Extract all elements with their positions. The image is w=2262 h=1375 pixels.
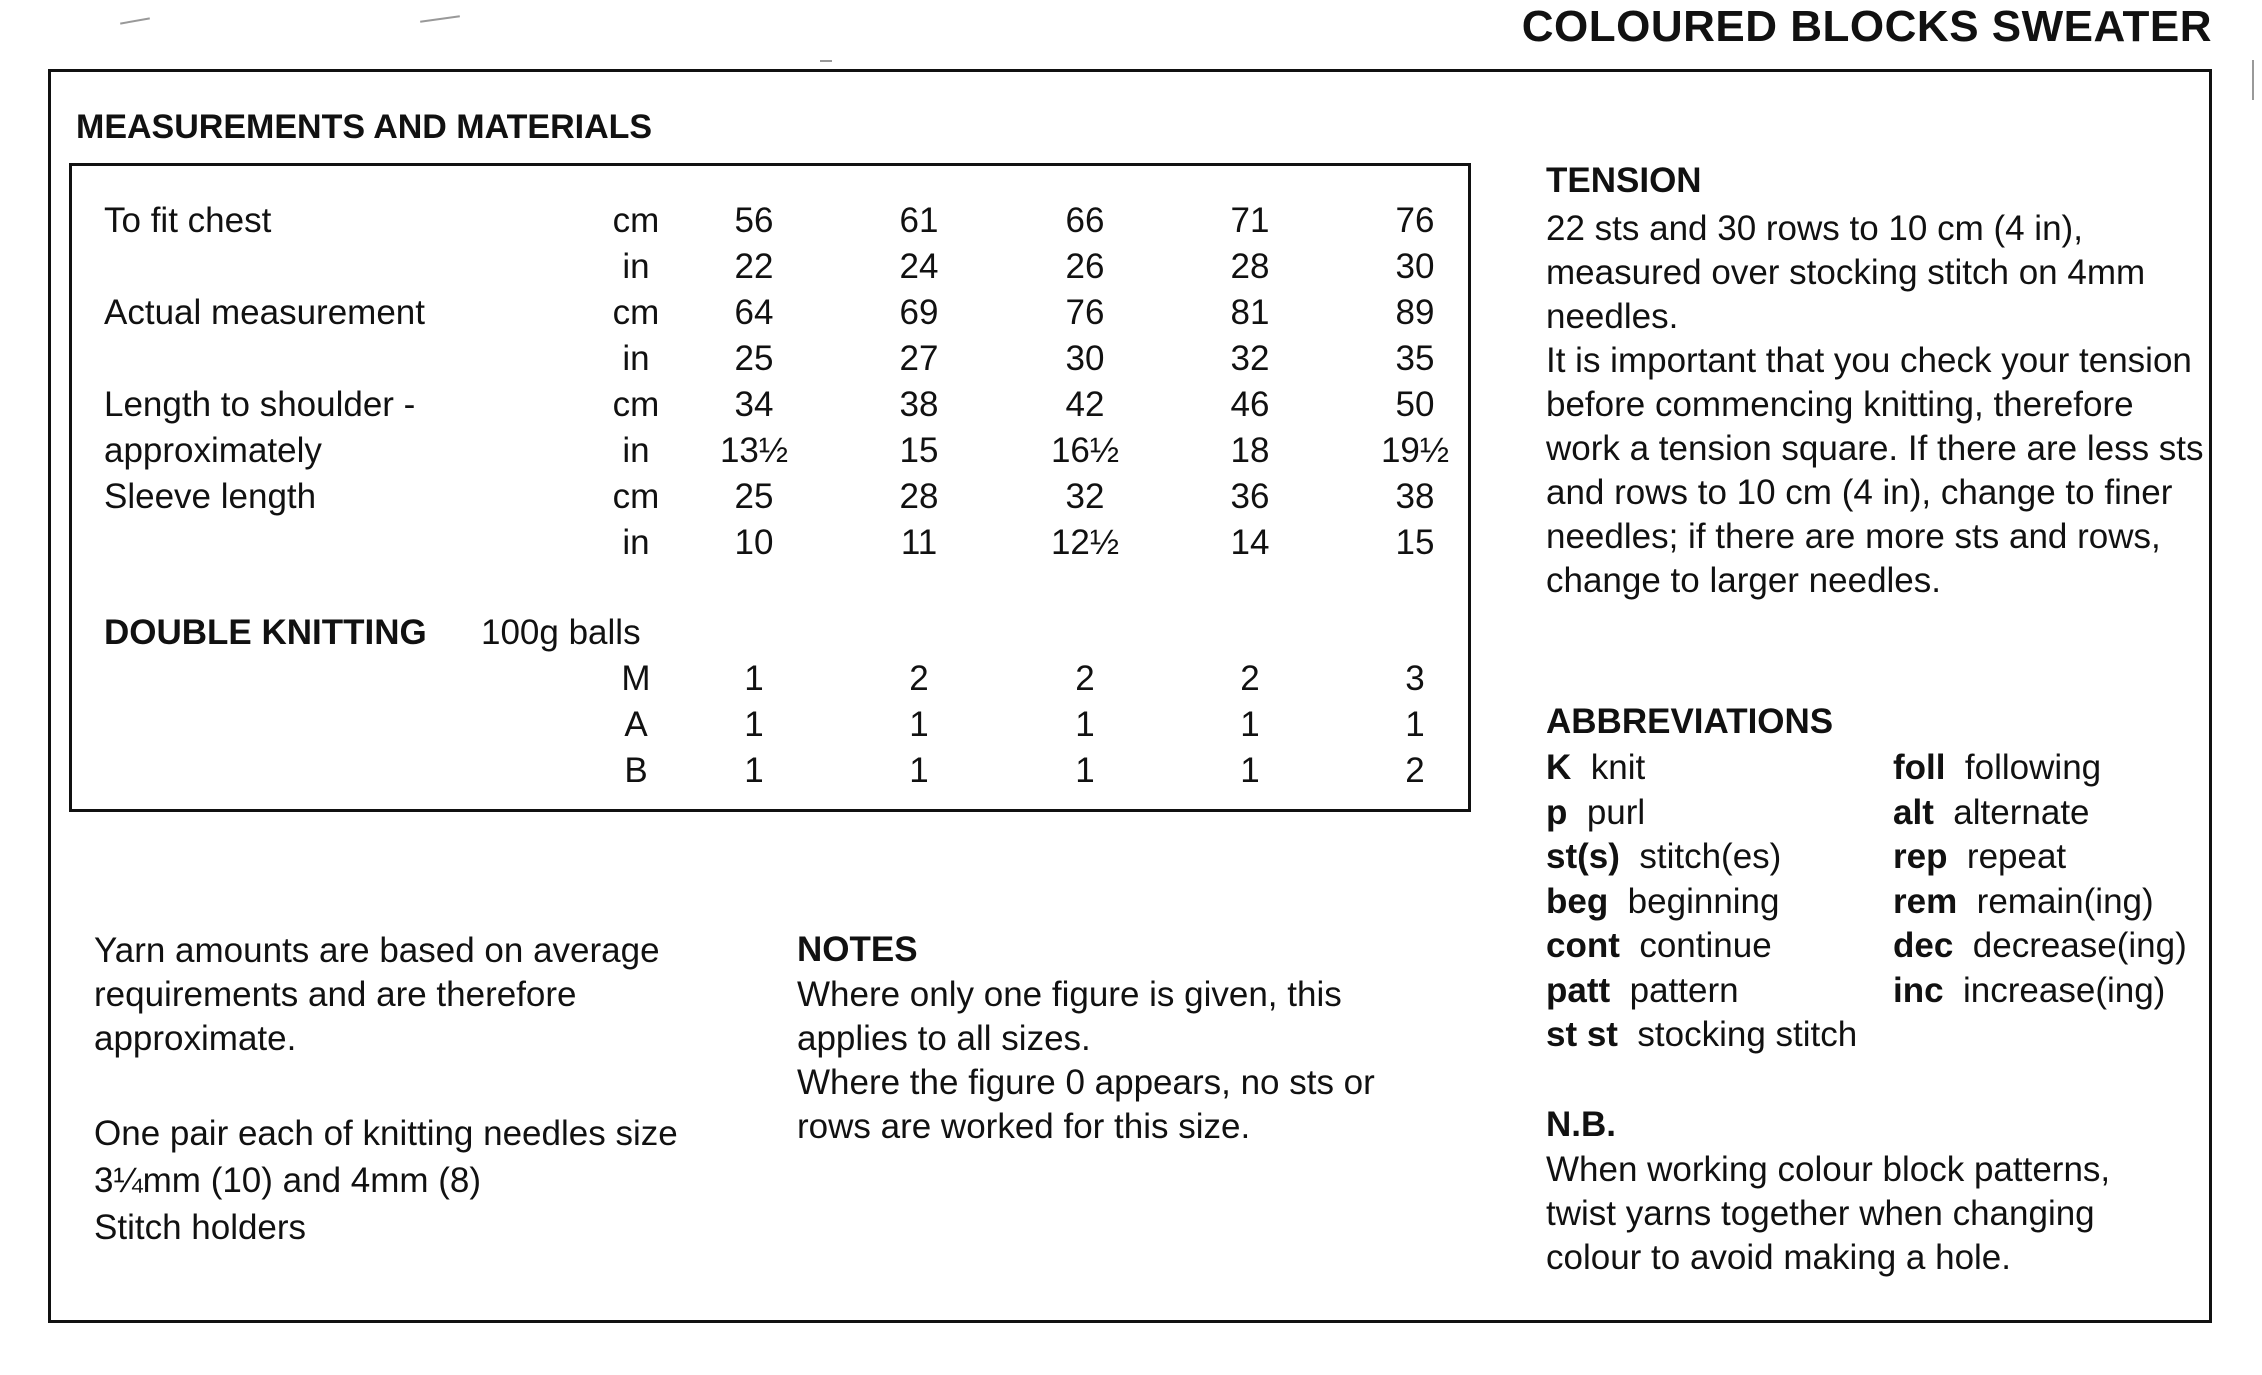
abbreviation-meaning: repeat xyxy=(1947,837,2067,876)
measurements-heading: MEASUREMENTS AND MATERIALS xyxy=(76,108,653,146)
abbreviation-meaning: increase(ing) xyxy=(1943,970,2166,1010)
abbreviation-item xyxy=(1893,924,2187,968)
abbreviation-term: patt xyxy=(1546,970,1611,1010)
yarn-quantity: 2 xyxy=(1405,751,1425,790)
size-value: 30 xyxy=(1065,339,1105,378)
abbreviation-meaning: purl xyxy=(1567,792,1646,832)
scan-mark xyxy=(120,17,150,24)
abbreviation-term: K xyxy=(1546,748,1572,787)
abbreviation-meaning: decrease(ing) xyxy=(1953,926,2187,965)
size-value: 25 xyxy=(734,339,774,378)
yarn-quantity: 1 xyxy=(1075,705,1095,744)
needles-info xyxy=(94,1110,774,1251)
abbreviation-item xyxy=(1546,835,1781,879)
size-value: 30 xyxy=(1395,247,1435,286)
size-value: 32 xyxy=(1065,477,1105,516)
row-label: approximately xyxy=(104,431,322,470)
size-value: 66 xyxy=(1065,201,1105,240)
row-label: Sleeve length xyxy=(104,477,317,516)
tension-heading: TENSION xyxy=(1546,161,1702,200)
size-value: 42 xyxy=(1065,385,1105,424)
size-value: 12½ xyxy=(1050,523,1120,562)
size-value: 38 xyxy=(1395,477,1435,516)
row-unit: cm xyxy=(612,385,660,424)
row-unit: in xyxy=(622,339,650,378)
abbreviation-term: rem xyxy=(1893,881,1958,921)
size-value: 50 xyxy=(1395,385,1435,424)
abbreviation-term: alt xyxy=(1893,792,1934,832)
abbreviation-item xyxy=(1546,924,1772,968)
yarn-quantity: 1 xyxy=(1075,751,1095,790)
size-value: 32 xyxy=(1230,339,1270,378)
yarn-colour-label: M xyxy=(621,659,651,698)
abbreviation-meaning: following xyxy=(1945,748,2102,787)
row-unit: cm xyxy=(612,201,660,240)
notes-paragraph-1: Where only one figure is given, this applies to all sizes. xyxy=(797,975,1342,1058)
size-value: 28 xyxy=(899,477,939,516)
abbreviation-term: st(s) xyxy=(1546,837,1620,876)
size-value: 19½ xyxy=(1380,431,1450,470)
nb-text: When working colour block patterns, twist yarns together when changing colour to avoid making a hole. xyxy=(1546,1150,2111,1277)
size-value: 11 xyxy=(900,523,938,562)
yarn-colour-label: A xyxy=(624,705,648,744)
size-value: 24 xyxy=(899,247,939,286)
tension-paragraph-1: 22 sts and 30 rows to 10 cm (4 in), measured over stocking stitch on 4mm needles. xyxy=(1546,209,2146,336)
size-value: 16½ xyxy=(1050,431,1120,470)
size-value: 64 xyxy=(734,293,774,332)
tension-paragraph-2: It is important that you check your tension before commencing knitting, therefore work a tension square. If there are less sts and rows to 10 cm (4 in), change to finer needles; if there are more sts and rows, change to larger needles. xyxy=(1546,341,2204,600)
abbreviation-meaning: stocking stitch xyxy=(1617,1015,1858,1054)
size-value: 76 xyxy=(1065,293,1105,332)
row-label: Length to shoulder - xyxy=(104,385,416,424)
notes-text xyxy=(797,973,1437,1149)
yarn-type-heading: DOUBLE KNITTING xyxy=(104,613,427,652)
abbreviation-item xyxy=(1893,746,2101,790)
size-value: 15 xyxy=(899,431,939,470)
row-unit: in xyxy=(622,523,650,562)
abbreviation-meaning: knit xyxy=(1571,748,1646,787)
size-value: 28 xyxy=(1230,247,1270,286)
abbreviation-item xyxy=(1893,791,2090,835)
abbreviation-term: foll xyxy=(1893,748,1946,787)
yarn-quantity: 1 xyxy=(909,751,929,790)
tension-text xyxy=(1546,207,2206,603)
needles-line-1: One pair each of knitting needles size xyxy=(94,1114,678,1153)
yarn-quantity: 3 xyxy=(1405,659,1425,698)
size-value: 14 xyxy=(1230,523,1270,562)
abbreviation-term: rep xyxy=(1893,837,1948,876)
nb-heading: N.B. xyxy=(1546,1105,1616,1144)
abbreviation-item xyxy=(1893,880,2154,924)
abbreviation-meaning: continue xyxy=(1619,926,1772,965)
size-value: 27 xyxy=(899,339,939,378)
needles-line-3: Stitch holders xyxy=(94,1208,307,1247)
row-unit: in xyxy=(622,247,650,286)
yarn-note: Yarn amounts are based on average requirements and are therefore approximate. xyxy=(94,931,660,1058)
size-value: 35 xyxy=(1395,339,1435,378)
size-value: 76 xyxy=(1395,201,1435,240)
needles-line-2: 3¼mm (10) and 4mm (8) xyxy=(94,1161,482,1200)
abbreviation-item xyxy=(1893,969,2165,1013)
yarn-quantity: 1 xyxy=(1240,705,1260,744)
size-value: 10 xyxy=(734,523,774,562)
row-unit: cm xyxy=(612,477,660,516)
row-unit: in xyxy=(622,431,650,470)
abbreviation-term: st st xyxy=(1546,1015,1618,1054)
size-value: 18 xyxy=(1230,431,1270,470)
scan-mark xyxy=(820,60,832,62)
size-value: 38 xyxy=(899,385,939,424)
abbreviation-meaning: alternate xyxy=(1933,792,2090,832)
yarn-quantity: 1 xyxy=(744,751,764,790)
abbreviations-heading: ABBREVIATIONS xyxy=(1546,702,1834,741)
yarn-colour-label: B xyxy=(624,751,648,790)
abbreviation-item xyxy=(1546,880,1780,924)
yarn-ball-unit: 100g balls xyxy=(481,613,641,652)
abbreviation-term: inc xyxy=(1893,970,1944,1010)
yarn-quantity: 2 xyxy=(1240,659,1260,698)
size-value: 46 xyxy=(1230,385,1270,424)
yarn-quantity: 2 xyxy=(909,659,929,698)
size-value: 36 xyxy=(1230,477,1270,516)
size-value: 81 xyxy=(1230,293,1270,332)
abbreviation-item xyxy=(1546,1013,1857,1057)
scan-mark xyxy=(2252,60,2254,100)
abbreviation-meaning: pattern xyxy=(1610,970,1739,1010)
abbreviation-meaning: remain(ing) xyxy=(1957,881,2154,921)
abbreviation-item xyxy=(1546,746,1645,790)
size-value: 26 xyxy=(1065,247,1105,286)
size-value: 61 xyxy=(899,201,939,240)
yarn-quantity: 1 xyxy=(744,705,764,744)
abbreviation-meaning: beginning xyxy=(1608,881,1780,921)
abbreviation-item xyxy=(1546,969,1739,1013)
abbreviation-item xyxy=(1546,791,1645,835)
size-value: 25 xyxy=(734,477,774,516)
size-value: 71 xyxy=(1230,201,1270,240)
size-value: 15 xyxy=(1395,523,1435,562)
yarn-quantity: 1 xyxy=(1405,705,1425,744)
size-value: 69 xyxy=(899,293,939,332)
size-value: 34 xyxy=(734,385,774,424)
yarn-quantity: 1 xyxy=(744,659,764,698)
yarn-quantity: 2 xyxy=(1075,659,1095,698)
abbreviation-term: cont xyxy=(1546,926,1620,965)
row-label: To fit chest xyxy=(104,201,272,240)
yarn-quantity: 1 xyxy=(1240,751,1260,790)
size-value: 56 xyxy=(734,201,774,240)
scan-mark xyxy=(420,15,460,23)
size-value: 89 xyxy=(1395,293,1435,332)
notes-paragraph-2: Where the figure 0 appears, no sts or rows are worked for this size. xyxy=(797,1063,1375,1146)
abbreviation-term: beg xyxy=(1546,881,1609,921)
abbreviation-term: dec xyxy=(1893,926,1954,965)
row-unit: cm xyxy=(612,293,660,332)
abbreviation-term: p xyxy=(1546,792,1568,832)
page-title: COLOURED BLOCKS SWEATER xyxy=(1521,2,2212,51)
yarn-quantity: 1 xyxy=(909,705,929,744)
abbreviation-item xyxy=(1893,835,2066,879)
size-value: 13½ xyxy=(719,431,789,470)
row-label: Actual measurement xyxy=(104,293,425,332)
abbreviation-meaning: stitch(es) xyxy=(1619,837,1782,876)
notes-heading: NOTES xyxy=(797,930,918,969)
size-value: 22 xyxy=(734,247,774,286)
